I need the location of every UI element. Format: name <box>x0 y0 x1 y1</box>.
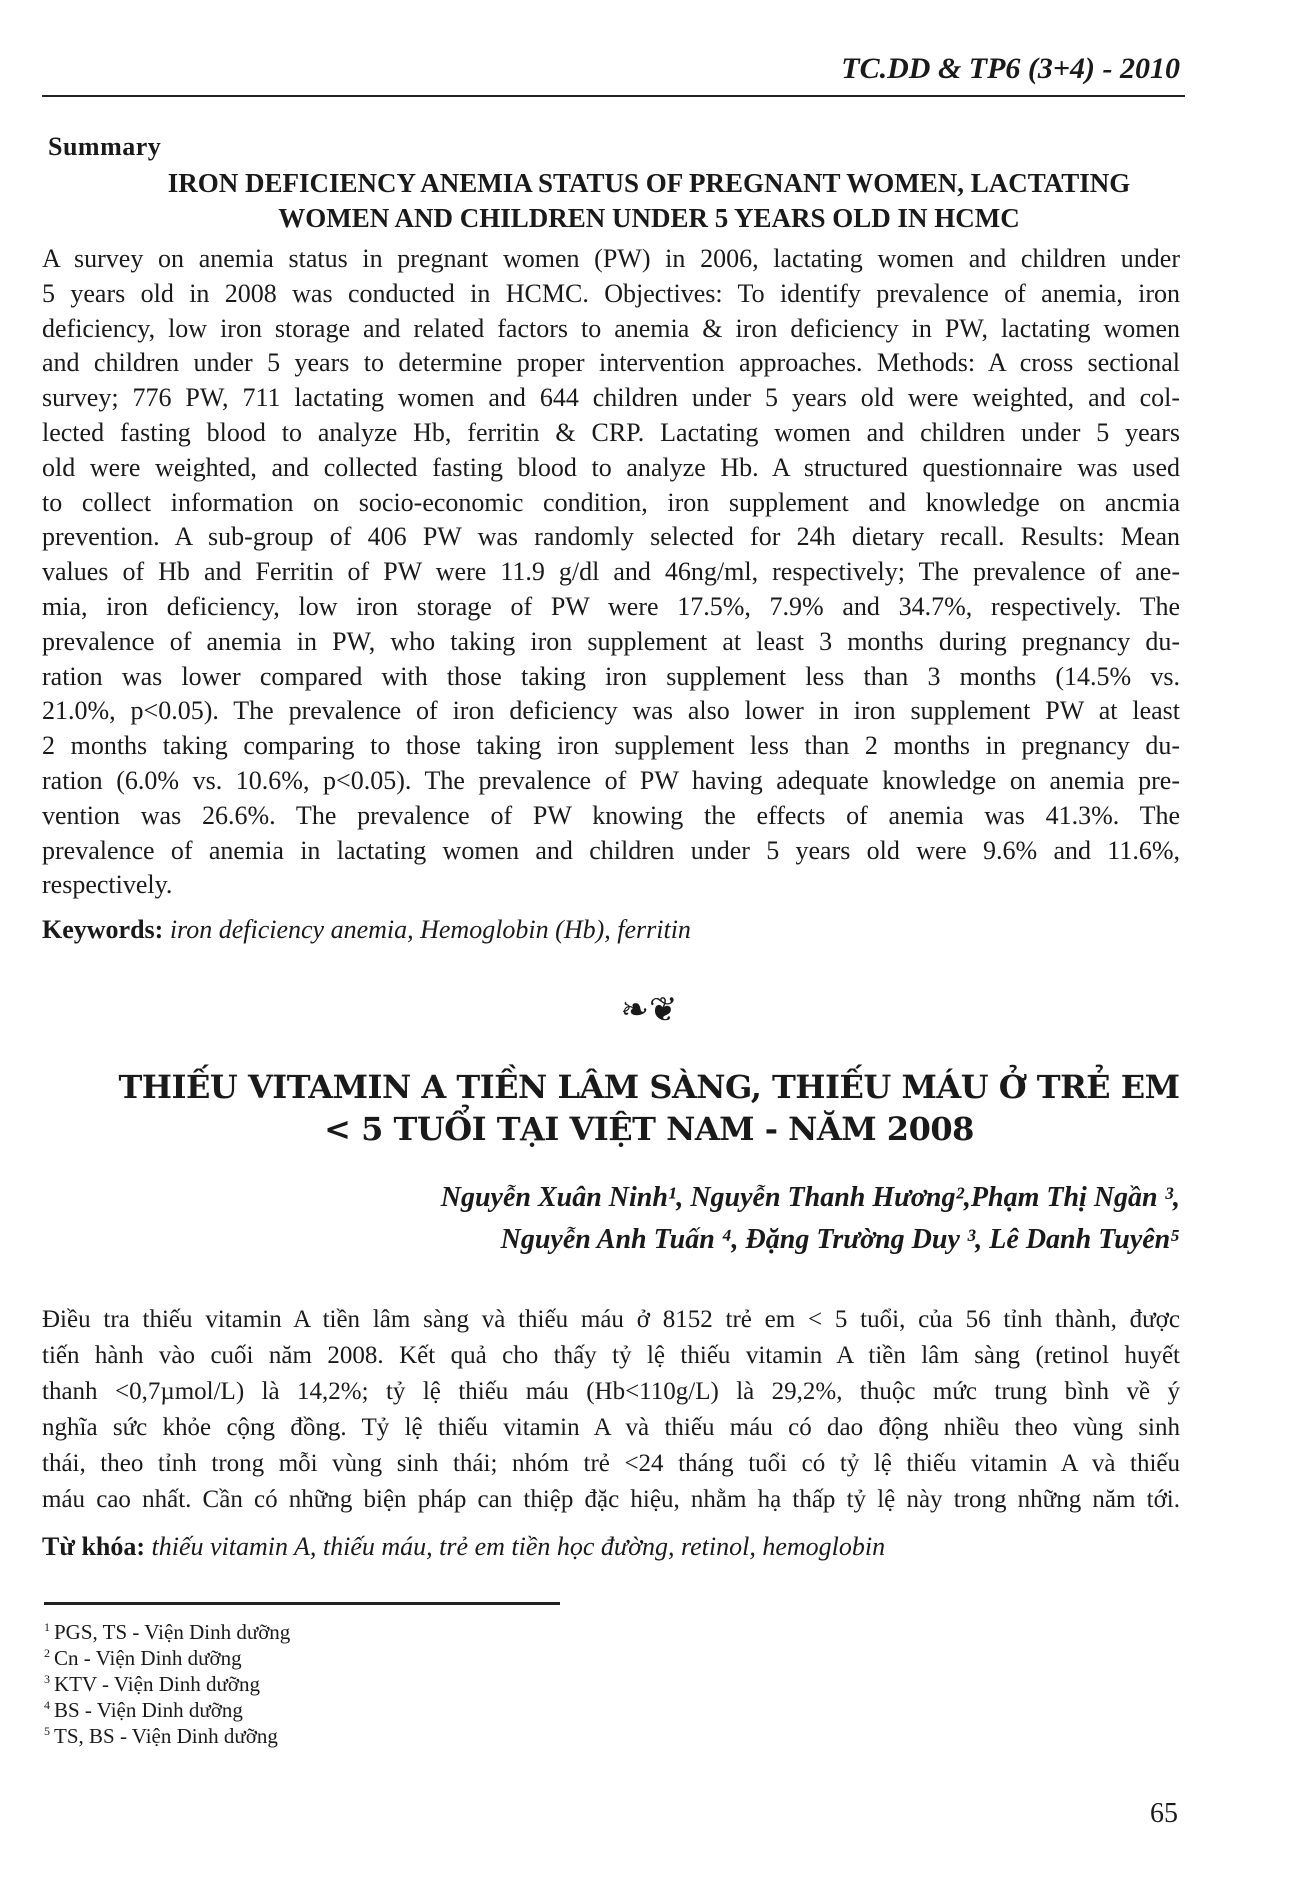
footnote <box>44 1620 290 1645</box>
ornament-divider-icon: ❧❦ <box>620 992 678 1029</box>
footnote <box>44 1724 278 1749</box>
page-number: 65 <box>1150 1798 1178 1829</box>
article-body-line: thái, theo tỉnh trong mỗi vùng sinh thái; nhóm trẻ <24 tháng tuổi có tỷ lệ thiếu vitamin A và thiếu <box>42 1450 1180 1477</box>
footnote-text: KTV - Viện Dinh dưỡng <box>54 1672 260 1696</box>
footnote <box>44 1646 242 1671</box>
summary-body-line: prevalence of anemia in lactating women and children under 5 years old were 9.6% and 11.6%, <box>42 835 1180 865</box>
summary-body-line: mia, iron deficiency, low iron storage of PW were 17.5%, 7.9% and 34.7%, respectively. The <box>42 592 1180 621</box>
summary-body-line: values of Hb and Ferritin of PW were 11.9 g/dl and 46ng/ml, respectively; The prevalence of ane- <box>42 557 1180 587</box>
keywords-text: thiếu vitamin A, thiếu máu, trẻ em tiền học đường, retinol, hemoglobin <box>151 1532 886 1561</box>
article-title-line: < 5 TUỔI TẠI VIỆT NAM - NĂM 2008 <box>324 1110 974 1148</box>
summary-body-line: A survey on anemia status in pregnant women (PW) in 2006, lactating women and children under <box>42 244 1180 273</box>
header-rule <box>42 95 1185 97</box>
summary-title-line: WOMEN AND CHILDREN UNDER 5 YEARS OLD IN HCMC <box>278 203 1020 233</box>
keywords-text: iron deficiency anemia, Hemoglobin (Hb), ferritin <box>169 915 691 944</box>
summary-body-line: lected fasting blood to analyze Hb, ferritin & CRP. Lactating women and children under 5 years <box>42 418 1180 447</box>
footnote-text: PGS, TS - Viện Dinh dưỡng <box>54 1620 291 1644</box>
keywords-label: Keywords: <box>42 915 164 944</box>
summary-body-line: 2 months taking comparing to those taking iron supplement less than 2 months in pregnancy du- <box>42 731 1180 761</box>
footnote-text: TS, BS - Viện Dinh dưỡng <box>54 1724 278 1748</box>
summary-body-line: old were weighted, and collected fasting blood to analyze Hb. A structured questionnaire was used <box>42 452 1180 482</box>
footnote <box>44 1672 260 1697</box>
authors-line: Nguyễn Anh Tuấn ⁴, Đặng Trường Duy ³, Lê Danh Tuyên⁵ <box>500 1224 1180 1255</box>
footnote-text: Cn - Viện Dinh dưỡng <box>54 1646 242 1670</box>
summary-title-line: IRON DEFICIENCY ANEMIA STATUS OF PREGNANT WOMEN, LACTATING <box>167 168 1131 198</box>
article-keywords <box>42 1532 885 1562</box>
footnote-number: 2 <box>44 1646 50 1660</box>
summary-body-line: to collect information on socio-economic condition, iron supplement and knowledge on ancmia <box>42 487 1180 517</box>
summary-body-line: vention was 26.6%. The prevalence of PW knowing the effects of anemia was 41.3%. The <box>42 800 1180 830</box>
footnote-rule <box>44 1602 560 1605</box>
article-body-line: nghĩa sức khỏe cộng đồng. Tỷ lệ thiếu vitamin A và thiếu máu có dao động nhiều theo vùng sinh <box>42 1414 1180 1441</box>
authors-line: Nguyễn Xuân Ninh¹, Nguyễn Thanh Hương²,Phạm Thị Ngần ³, <box>440 1182 1180 1213</box>
article-title-line: THIẾU VITAMIN A TIỀN LÂM SÀNG, THIẾU MÁU Ở TRẺ EM <box>118 1068 1180 1106</box>
footnote-number: 3 <box>44 1672 50 1686</box>
summary-body-line: and children under 5 years to determine proper intervention approaches. Methods: A cross sectional <box>42 348 1180 378</box>
article-body-line: máu cao nhất. Cần có những biện pháp can thiệp đặc hiệu, nhằm hạ thấp tỷ lệ này trong những năm tới. <box>42 1486 1180 1513</box>
article-body-line: thanh <0,7µmol/L) là 14,2%; tỷ lệ thiếu máu (Hb<110g/L) là 29,2%, thuộc mức trung bình về ý <box>42 1378 1180 1405</box>
summary-label: Summary <box>48 132 162 161</box>
article-body-line: tiến hành vào cuối năm 2008. Kết quả cho thấy tỷ lệ thiếu vitamin A tiền lâm sàng (retinol huyết <box>42 1342 1180 1369</box>
footnote <box>44 1698 243 1723</box>
footnote-number: 5 <box>44 1724 50 1738</box>
summary-body-line: prevalence of anemia in PW, who taking iron supplement at least 3 months during pregnancy du- <box>42 626 1180 656</box>
summary-body-line: ration (6.0% vs. 10.6%, p<0.05). The prevalence of PW having adequate knowledge on anemia pre- <box>42 766 1180 795</box>
summary-body-line: 21.0%, p<0.05). The prevalence of iron deficiency was also lower in iron supplement PW at least <box>42 696 1180 726</box>
journal-header: TC.DD & TP6 (3+4) - 2010 <box>841 52 1180 85</box>
keywords-label: Từ khóa: <box>42 1532 146 1561</box>
summary-body-line: survey; 776 PW, 711 lactating women and 644 children under 5 years old were weighted, and col- <box>42 383 1180 413</box>
footnote-number: 1 <box>44 1620 50 1634</box>
summary-body-line: respectively. <box>42 870 173 900</box>
footnote-text: BS - Viện Dinh dưỡng <box>54 1698 243 1722</box>
summary-keywords <box>42 915 691 945</box>
summary-body-line: prevention. A sub-group of 406 PW was randomly selected for 24h dietary recall. Results: Mean <box>42 522 1180 552</box>
summary-body-line: ration was lower compared with those taking iron supplement less than 3 months (14.5% vs. <box>42 661 1180 691</box>
summary-body-line: 5 years old in 2008 was conducted in HCMC. Objectives: To identify prevalence of anemia, iron <box>42 278 1180 308</box>
summary-body-line: deficiency, low iron storage and related factors to anemia & iron deficiency in PW, lactating women <box>42 313 1180 343</box>
footnote-number: 4 <box>44 1698 50 1712</box>
article-body-line: Điều tra thiếu vitamin A tiền lâm sàng và thiếu máu ở 8152 trẻ em < 5 tuổi, của 56 tỉnh thành, được <box>42 1306 1180 1333</box>
